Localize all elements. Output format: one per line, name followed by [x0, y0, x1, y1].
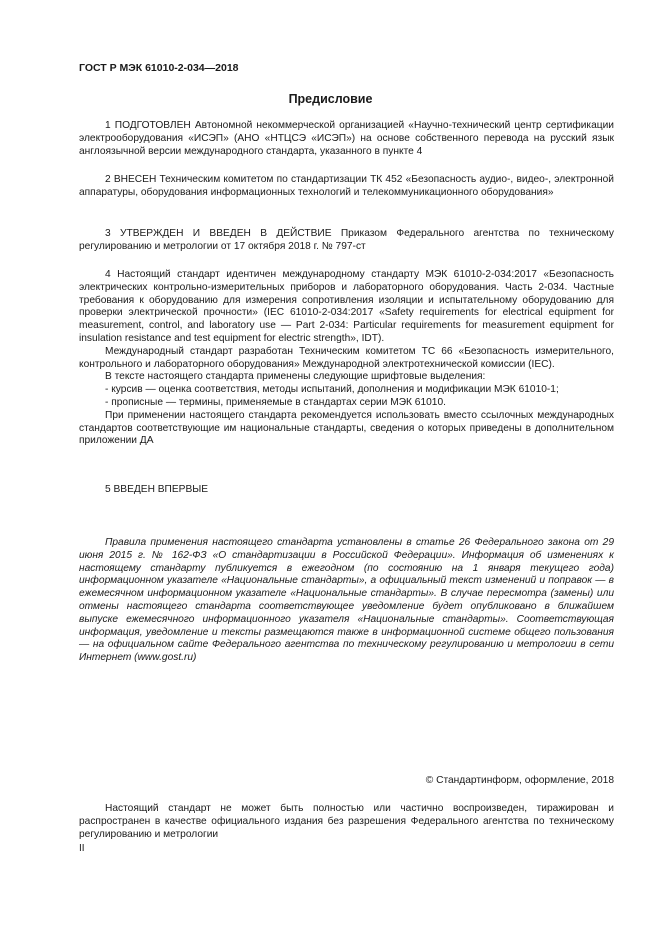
section-4 [79, 269, 614, 448]
section-4-paragraph-4: При применении настоящего стандарта рекомендуется использовать вместо ссылочных международных стандартов соответствующие им национальные стандарты, сведения о которых приведены в дополнительном приложении ДА [79, 409, 614, 447]
section-1-text: 1 ПОДГОТОВЛЕН Автономной некоммерческой организацией «Научно-технический центр сертификации электрооборудования «ИСЭП» (АНО «НТЦСЭ «ИСЭП») на основе собственного перевода на русский язык англоязычной версии международного стандарта, указанного в пункте 4 [79, 120, 614, 157]
page-number: II [79, 843, 85, 854]
section-2-text: 2 ВНЕСЕН Техническим комитетом по стандартизации ТК 452 «Безопасность аудио-, видео-, электронной аппаратуры, оборудования информационных технологий и телекоммуникационного оборудования» [79, 174, 614, 198]
section-1 [79, 120, 614, 158]
notice-text: Правила применения настоящего стандарта установлены в статье 26 Федерального закона от 29 июня 2015 г. № 162-ФЗ «О стандартизации в Российской Федерации». Информация об изменениях к настоящему стандарту публикуется в ежегодном (по состоянию на 1 января текущего года) информационном указателе «Национальные стандарты», а официальный текст изменений и поправок — в ежемесячном информационном указателе «Национальные стандарты». В случае пересмотра (замены) или отмены настоящего стандарта соответствующее уведомление будет опубликовано в ближайшем выпуске ежемесячного информационного указателя «Национальные стандарты». Соответствующая информация, уведомление и тексты размещаются также в информационной системе общего пользования — на официальном сайте Федерального агентства по техническому регулированию и метрологии в сети Интернет (www.gost.ru) [79, 537, 614, 664]
section-4-paragraph-3: В тексте настоящего стандарта применены следующие шрифтовые выделения: [105, 371, 486, 383]
standard-application-notice [79, 537, 614, 665]
section-3-text: 3 УТВЕРЖДЕН И ВВЕДЕН В ДЕЙСТВИЕ Приказом Федерального агентства по техническому регулированию и метрологии от 17 октября 2018 г. № 797-ст [79, 228, 614, 252]
section-4-paragraph-1: 4 Настоящий стандарт идентичен международному стандарту МЭК 61010-2-034:2017 «Безопасность электрических контрольно-измерительных приборов и лабораторного оборудования. Часть 2-034. Частные требования к оборудованию для измерения сопротивления изоляции и испытательному оборудованию для проверки электрической прочности» (IEC 61010-2-034:2017 «Safety requirements for electrical equipment for measurement, control, and laboratory use — Part 2-034: Particular requirements for measurement equipment for insulation resistance and test equipment for electric strength», IDT). [79, 269, 614, 344]
section-5 [79, 484, 614, 497]
section-4-paragraph-2: Международный стандарт разработан Техническим комитетом ТС 66 «Безопасность измерительного, контрольного и лабораторного оборудования» Международной электротехнической комиссии (IEC). [79, 345, 614, 370]
reproduction-notice [79, 803, 614, 841]
list-item-capitals: - прописные — термины, применяемые в стандартах серии МЭК 61010. [105, 396, 446, 408]
section-3 [79, 228, 614, 254]
reproduction-notice-text: Настоящий стандарт не может быть полностью или частично воспроизведен, тиражирован и распространен в качестве официального издания без разрешения Федерального агентства по техническому регулированию и метрологии [79, 803, 614, 840]
document-number: ГОСТ Р МЭК 61010-2-034—2018 [79, 62, 239, 74]
page-title: Предисловие [288, 92, 373, 106]
section-2 [79, 174, 614, 200]
section-5-text: 5 ВВЕДЕН ВПЕРВЫЕ [105, 484, 209, 495]
list-item-italic: - курсив — оценка соответствия, методы испытаний, дополнения и модификации МЭК 61010-1; [105, 384, 559, 396]
copyright: © Стандартинформ, оформление, 2018 [425, 775, 614, 786]
